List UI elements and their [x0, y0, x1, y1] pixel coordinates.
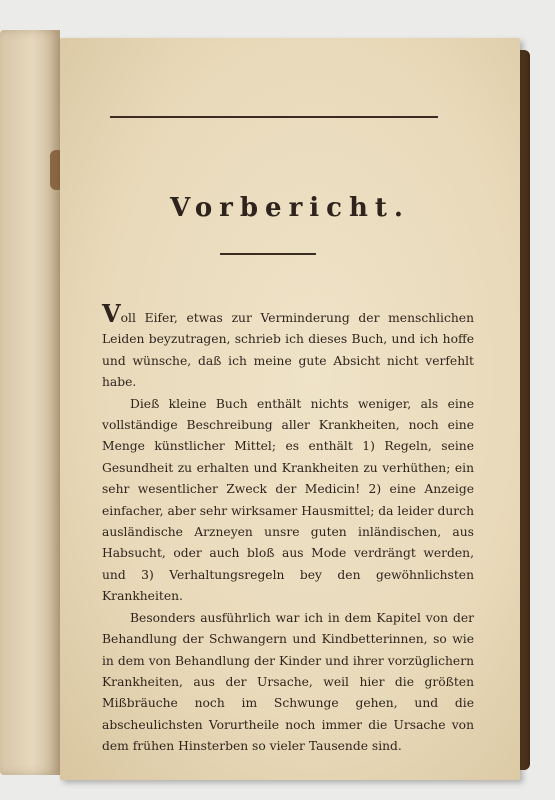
paragraph-3: Besonders ausführlich war ich in dem Kapitel von der Behandlung der Schwangern und Kindbetterinnen, so wie in dem von Behandlung der Kinder und ihrer vorzüglichern Krankheiten, aus der Ursache, weil hier die größten Mißbräuche noch im Schwunge gehen, und die abscheulichsten Vorurtheile noch immer die Ursache von dem frühen Hinsterben so vieler Tausende sind.: [102, 610, 474, 754]
paragraph-1: [102, 299, 474, 394]
body-text: [102, 299, 474, 758]
facing-page: [0, 30, 60, 775]
initial-letter: V: [102, 299, 121, 328]
heading-rule: [220, 253, 316, 255]
paragraph-1-text: oll Eifer, etwas zur Verminderung der menschlichen Leiden beyzutragen, schrieb ich dieses Buch, und ich hoffe und wünsche, daß ich meine gute Absicht nicht verfehlt habe.: [102, 311, 474, 390]
paragraph-2: Dieß kleine Buch enthält nichts weniger, als eine vollständige Beschreibung aller Krankheiten, noch eine Menge künstlicher Mittel; es enthält 1) Regeln, seine Gesundheit zu erhalten und Krankheiten zu verhüthen; ein sehr wesentlicher Zweck der Medicin! 2) eine Anzeige einfacher, aber sehr wirksamer Hausmittel; da leider durch ausländische Arzneyen unsre guten inländischen, aus Habsucht, oder auch bloß aus Mode verdrängt werden, und 3) Verhaltungsregeln bey den gewöhnlichsten Krankheiten.: [102, 396, 474, 604]
page-heading: Vorbericht.: [170, 193, 410, 223]
book-page: [60, 38, 520, 780]
top-rule: [110, 116, 438, 118]
